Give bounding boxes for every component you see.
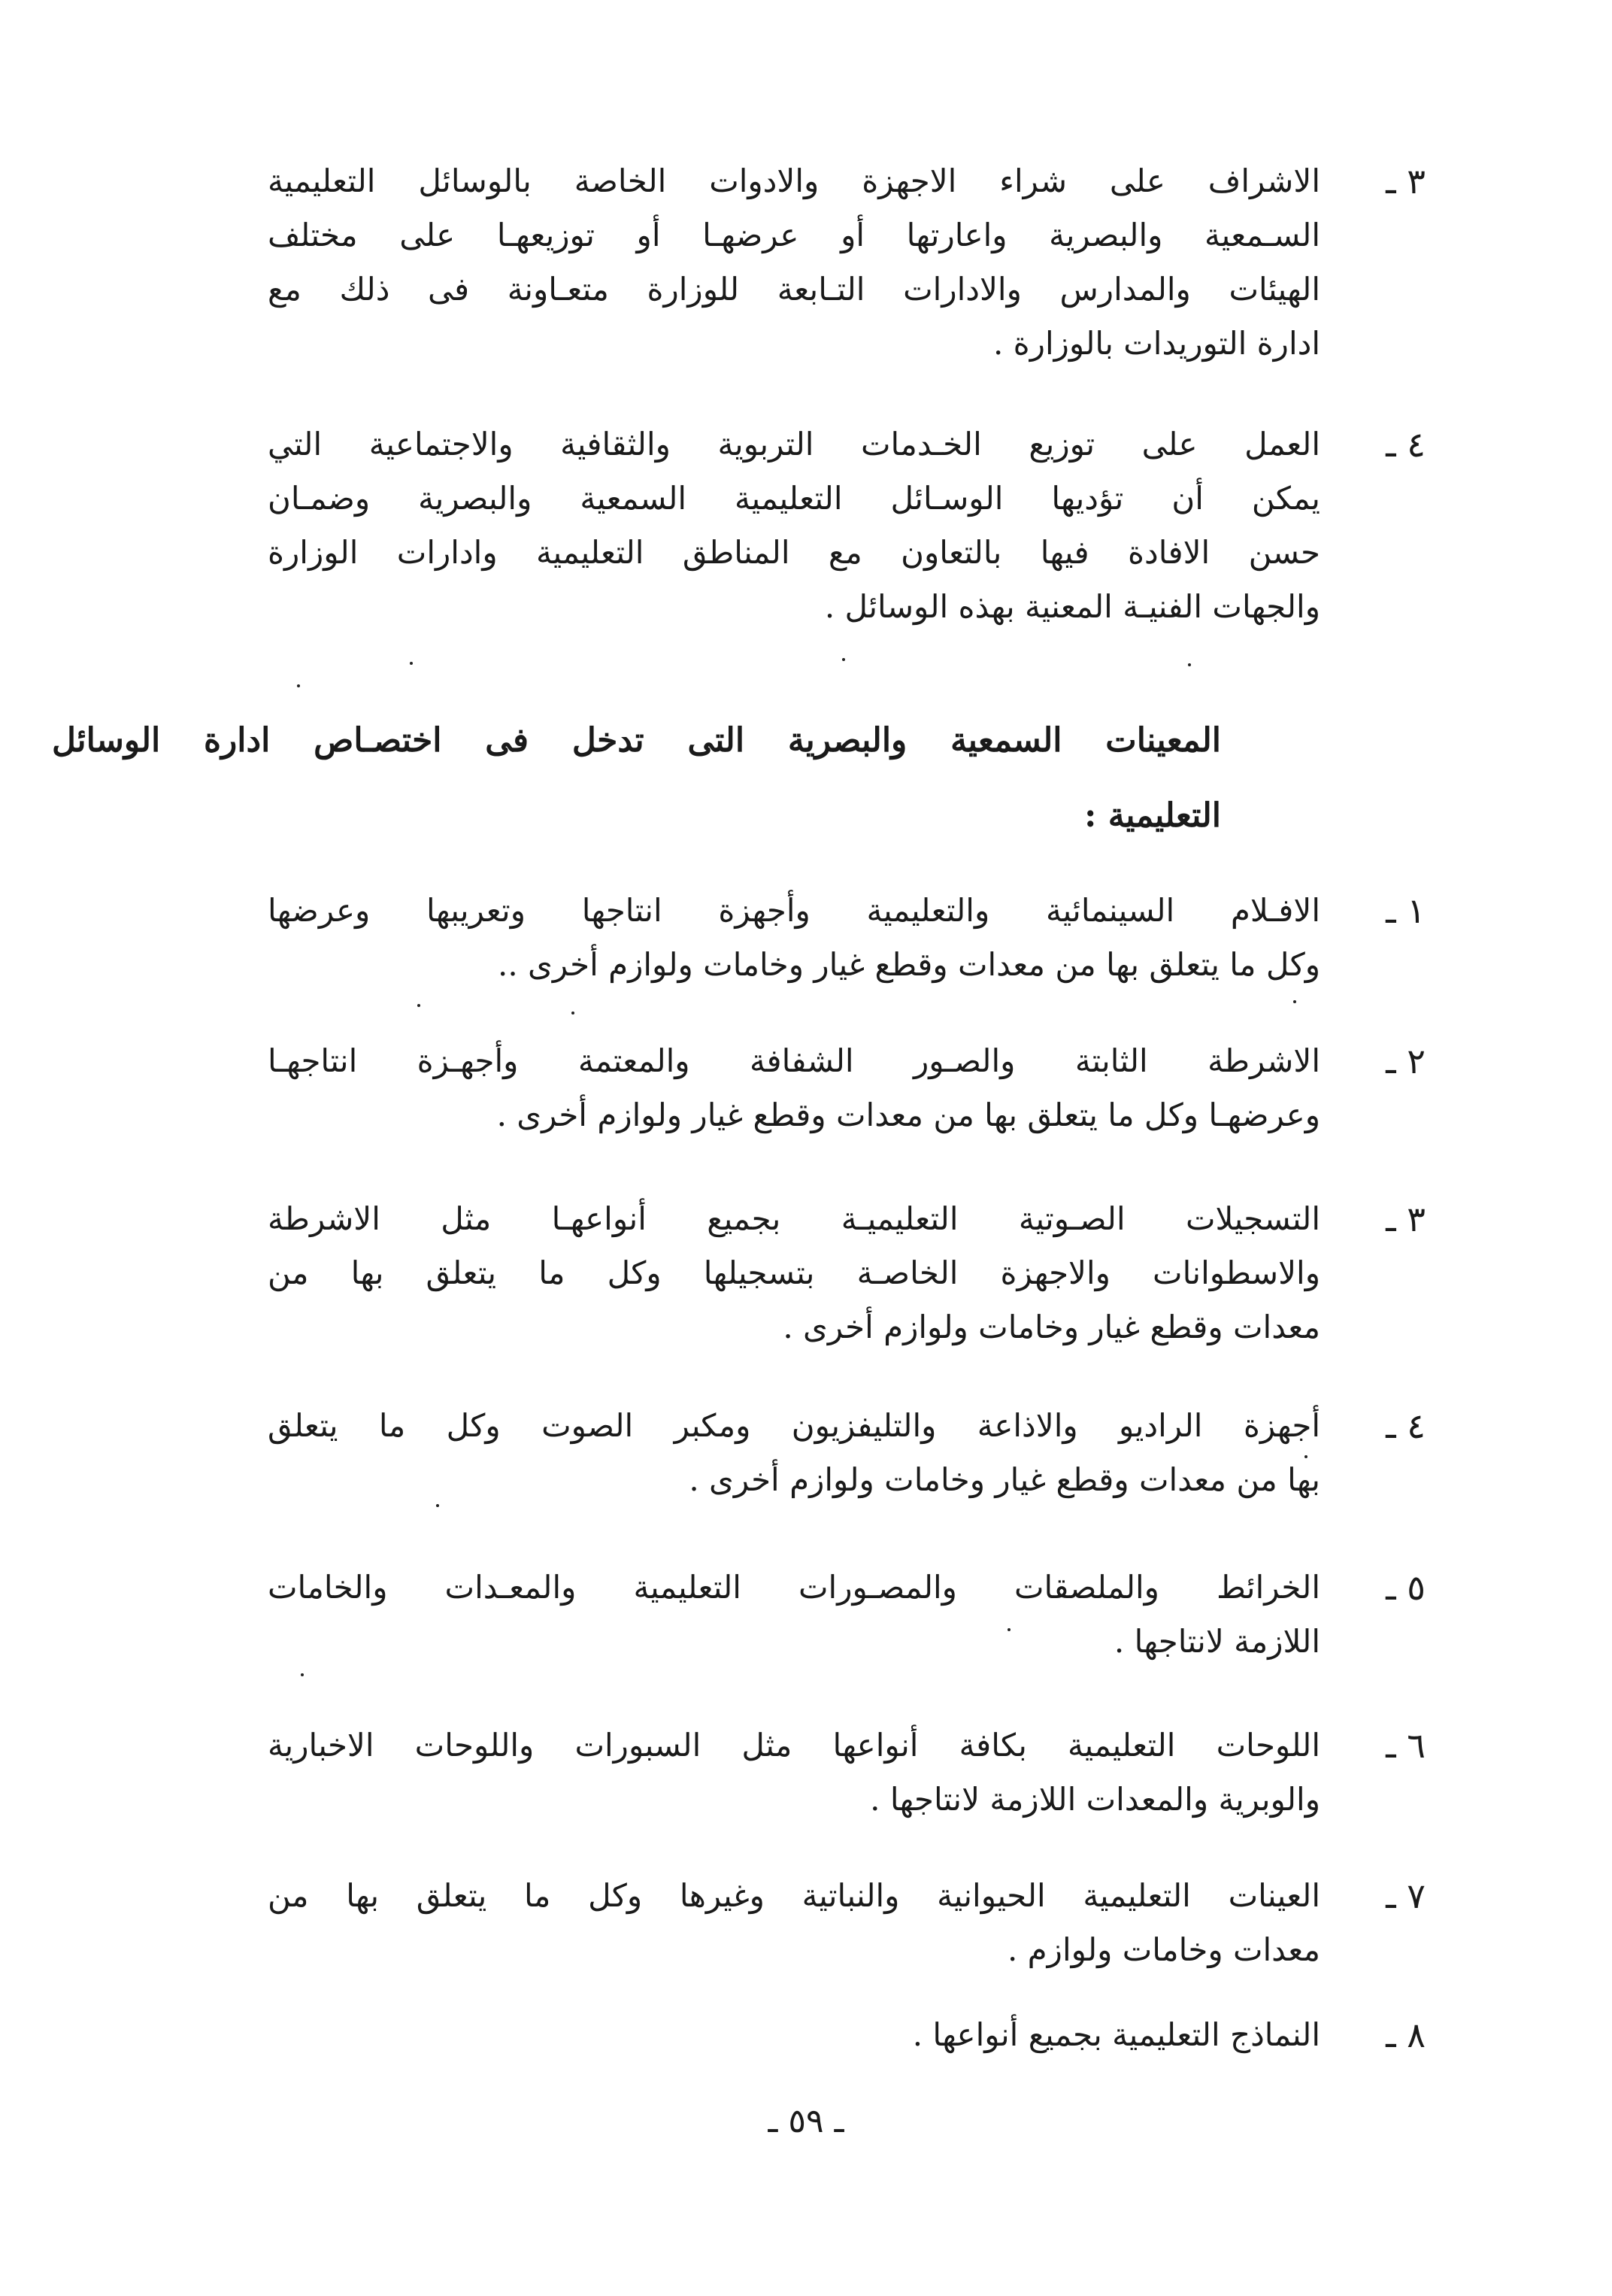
item-number: ٣ ـ: [1386, 161, 1426, 202]
scan-speck: [417, 1004, 420, 1007]
scan-speck: [1304, 1455, 1307, 1458]
list-item: [268, 884, 1426, 992]
item-number: ٧ ـ: [1386, 1876, 1426, 1916]
item-text-line: أجهزة الراديو والاذاعة والتليفزيون ومكبر الصوت وكل ما يتعلق: [268, 1407, 1320, 1444]
item-text-line: الخرائط والملصقات والمصـورات التعليمية والمعـدات والخامات: [268, 1569, 1320, 1606]
item-text-line: الافـلام السينمائية والتعليمية وأجهزة انتاجها وتعريبها وعرضها: [268, 892, 1320, 929]
item-number: ٢ ـ: [1386, 1041, 1426, 1081]
item-text-line: ادارة التوريدات بالوزارة .: [992, 325, 1320, 362]
item-text-line: الهيئات والمدارس والادارات التـابعة للوزارة متعـاونة فى ذلك مع: [268, 271, 1320, 308]
list-item: [268, 1718, 1426, 1827]
scan-speck: [1293, 1000, 1296, 1003]
item-number: ٦ ـ: [1386, 1725, 1426, 1766]
item-text-line: التسجيلات الصـوتية التعليميـة بجميع أنواعهـا مثل الاشرطة: [268, 1200, 1320, 1237]
list-item: [268, 1399, 1426, 1507]
item-number: ١ ـ: [1386, 890, 1426, 931]
item-text-line: النماذج التعليمية بجميع أنواعها .: [912, 2016, 1320, 2053]
list-item: [268, 2008, 1426, 2062]
item-text-line: معدات وخامات ولوازم .: [1007, 1931, 1320, 1968]
item-text-line: حسن الافادة فيها بالتعاون مع المناطق التعليمية وادارات الوزارة: [268, 534, 1320, 571]
scan-speck: [410, 662, 413, 665]
item-text-line: والوبرية والمعدات اللازمة لانتاجها .: [870, 1781, 1320, 1818]
heading-line: المعينات السمعية والبصرية التى تدخل فى اختصـاص ادارة الوسائل: [52, 721, 1221, 760]
item-number: ٤ ـ: [1386, 424, 1426, 465]
item-text-line: الاشرطة الثابتة والصـور الشفافة والمعتمة وأجهـزة انتاجهـا: [268, 1042, 1320, 1079]
scan-speck: [301, 1673, 304, 1676]
item-text-line: وكل ما يتعلق بها من معدات وقطع غيار وخامات ولوازم أخرى ..: [498, 946, 1320, 983]
list-item: [268, 417, 1426, 634]
page-number: ـ ٥٩ ـ: [768, 2102, 844, 2140]
item-text-line: بها من معدات وقطع غيار وخامات ولوازم أخرى .: [689, 1461, 1320, 1498]
list-item: [268, 1560, 1426, 1669]
item-text-line: العمل على توزيع الخـدمات التربوية والثقافية والاجتماعية التي: [268, 426, 1320, 463]
item-text-line: وعرضهـا وكل ما يتعلق بها من معدات وقطع غيار ولوازم أخرى .: [496, 1096, 1320, 1133]
item-text-line: والاسطوانات والاجهزة الخاصـة بتسجيلها وكل ما يتعلق بها من: [268, 1254, 1320, 1291]
item-text-line: العينات التعليمية الحيوانية والنباتية وغيرها وكل ما يتعلق بها من: [268, 1877, 1320, 1914]
item-text-line: اللوحات التعليمية بكافة أنواعها مثل السبورات واللوحات الاخبارية: [268, 1727, 1320, 1764]
heading-line: التعليمية :: [1084, 796, 1221, 835]
scan-speck: [436, 1504, 439, 1507]
item-text-line: معدات وقطع غيار وخامات ولوازم أخرى .: [783, 1309, 1320, 1345]
scan-speck: [571, 1012, 574, 1015]
scan-speck: [1188, 663, 1191, 666]
scan-speck: [297, 684, 300, 687]
item-number: ٨ ـ: [1386, 2015, 1426, 2055]
item-text-line: الاشراف على شراء الاجهزة والادوات الخاصة بالوسائل التعليمية: [268, 162, 1320, 199]
section-heading: [52, 703, 1221, 854]
list-item: [268, 154, 1426, 371]
scan-speck: [1008, 1628, 1011, 1631]
item-number: ٤ ـ: [1386, 1406, 1426, 1446]
item-number: ٣ ـ: [1386, 1199, 1426, 1239]
item-text-line: السـمعية والبصرية واعارتها أو عرضهـا أو توزيعهـا على مختلف: [268, 217, 1320, 253]
list-item: [268, 1192, 1426, 1354]
list-item: [268, 1869, 1426, 1977]
item-text-line: يمكن أن تؤديها الوسـائل التعليمية السمعية والبصرية وضمـان: [268, 480, 1320, 517]
item-text-line: والجهات الفنيـة المعنية بهذه الوسائل .: [824, 588, 1320, 625]
list-item: [268, 1034, 1426, 1142]
item-number: ٥ ـ: [1386, 1567, 1426, 1608]
item-text-line: اللازمة لانتاجها .: [1114, 1623, 1320, 1660]
scan-speck: [842, 658, 845, 661]
